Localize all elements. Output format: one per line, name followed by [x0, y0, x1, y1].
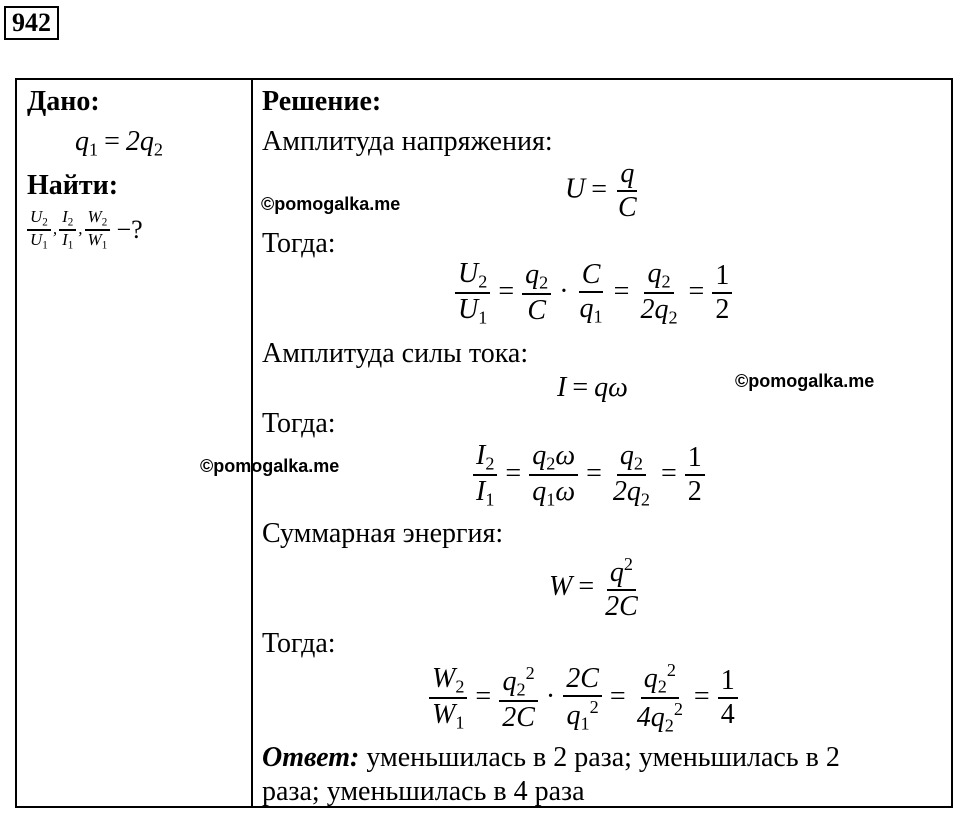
problem-number: 942: [4, 6, 59, 40]
find-expression: $\frac{U_2}{U_1}$ , $\frac{I_2}{I_1}$ , $\frac{W_2}{W_1}$ −?: [25, 208, 143, 252]
given-heading: Дано:: [27, 86, 100, 117]
voltage-label: Амплитуда напряжения:: [262, 126, 553, 157]
solution-heading: Решение:: [262, 86, 382, 117]
energy-ratio-formula: $\frac{W_2}{W_1}$ = $\frac{q_2^2}{2C}$ · $\frac{2C}{q_1^2}$ = $\frac{q_2^2}{4q_2^2}$ = $\frac{1}{4}$: [427, 660, 740, 737]
then-label-3: Тогда:: [262, 628, 336, 659]
answer-line-2: раза; уменьшилась в 4 раза: [262, 776, 585, 807]
current-formula: I = qω: [557, 372, 628, 403]
then-label-2: Тогда:: [262, 408, 336, 439]
find-question: −?: [116, 214, 143, 244]
energy-label: Суммарная энергия:: [262, 518, 504, 549]
given-condition: $q_1 = 2q_2$: [75, 126, 163, 160]
current-ratio-formula: $\frac{I_2}{I_1}$ = $\frac{q_2\omega}{q_1\omega}$ = $\frac{q_2}{2q_2}$ = $\frac{1}{2}$: [471, 440, 707, 511]
voltage-ratio-formula: $\frac{U_2}{U_1}$ = $\frac{q_2}{C}$ · $\frac{C}{q_1}$ = $\frac{q_2}{2q_2}$ = $\frac{1}{2}$: [453, 258, 734, 329]
voltage-formula: U = $\frac{q}{C}$: [565, 158, 637, 224]
solution-table: [15, 78, 953, 808]
answer-line-1: [262, 742, 840, 774]
find-heading: Найти:: [27, 170, 119, 201]
watermark-2: ©pomogalka.me: [735, 371, 875, 391]
then-label-1: Тогда:: [262, 228, 336, 259]
answer-text-1: уменьшилась в 2 раза; уменьшилась в 2: [359, 742, 840, 773]
current-label: Амплитуда силы тока:: [262, 338, 529, 369]
watermark-3: ©pomogalka.me: [200, 456, 340, 476]
column-divider: [251, 80, 253, 806]
watermark-1: ©pomogalka.me: [261, 194, 401, 214]
energy-formula: W = $\frac{q^2}{2C}$: [549, 554, 638, 623]
answer-label: Ответ:: [262, 742, 360, 773]
